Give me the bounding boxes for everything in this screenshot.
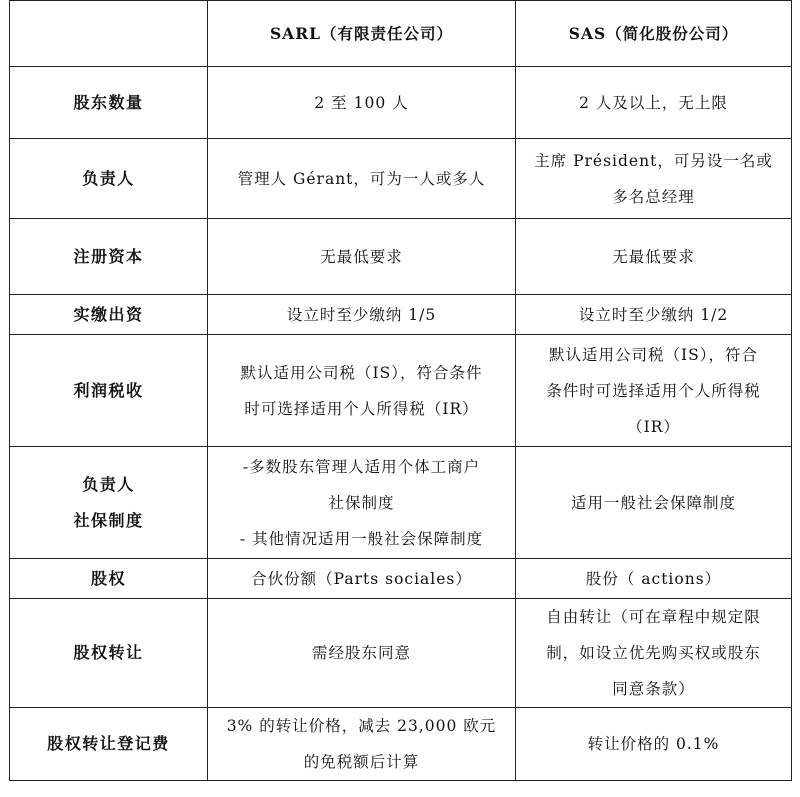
cell-text-line: 无最低要求 [612,247,695,266]
cell-text-line: 设立时至少缴纳 1/2 [578,305,729,324]
sas-cell [516,708,792,781]
sas-cell [516,295,792,335]
row-label-cell [10,599,208,708]
sas-cell [516,335,792,447]
table-row [10,708,792,781]
cell-text-line: 主席 Président，可另设一名或 [534,151,773,170]
cell-text-line: 2 至 100 人 [314,93,409,112]
cell-text-line: 无最低要求 [320,247,403,266]
cell-text-line: 设立时至少缴纳 1/5 [286,305,437,324]
cell-text-line: 时可选择适用个人所得税（IR） [244,399,479,418]
sas-cell [516,447,792,559]
row-label-cell [10,67,208,139]
cell-text-line: 股份（ actions） [585,569,722,588]
cell-text-line: 社保制度 [73,510,144,530]
cell-text-line: 多名总经理 [612,187,695,206]
sas-cell [516,219,792,295]
cell-text-line: 合伙份额（Parts sociales） [251,569,472,588]
row-label-cell [10,447,208,559]
sarl-cell [208,447,516,559]
cell-text-line: 社保制度 [328,493,395,512]
cell-text-line: 转让价格的 0.1% [587,735,720,753]
table-row [10,295,792,335]
cell-text-line: 适用一般社会保障制度 [570,493,736,512]
cell-text-line: 实缴出资 [73,304,144,324]
table-row [10,559,792,599]
table-row [10,219,792,295]
cell-text-line: 的免税额后计算 [303,753,420,771]
cell-text-line: 2 人及以上，无上限 [579,93,728,112]
cell-text-line: - 其他情况适用一般社会保障制度 [239,529,484,548]
row-label-cell [10,335,208,447]
sarl-cell [208,295,516,335]
cell-text-line: 股权转让 [73,643,144,662]
row-label-cell [10,708,208,781]
cell-text-line: 3% 的转让价格，减去 23,000 欧元 [226,717,497,735]
table-row [10,447,792,559]
sarl-cell [208,139,516,219]
cell-text-line: 负责人 [82,474,135,494]
cell-text-line: （IR） [627,417,680,436]
cell-text-line: 需经股东同意 [311,644,411,662]
cell-text-line: 默认适用公司税（IS），符合 [549,345,758,364]
cell-text-line: 股权转让登记费 [47,734,170,753]
row-label-cell [10,295,208,335]
cell-text-line: 同意条款） [612,680,695,698]
sarl-cell [208,67,516,139]
cell-text-line: 制，如设立优先购买权或股东 [546,644,761,662]
cell-text-line: 股东数量 [73,92,144,112]
table-row [10,67,792,139]
header-sarl: SARL（有限责任公司） [208,1,516,67]
row-label-cell [10,139,208,219]
sarl-cell [208,599,516,708]
row-label-cell [10,559,208,599]
header-empty-cell [10,1,208,67]
sarl-cell [208,335,516,447]
cell-text-line: 管理人 Gérant，可为一人或多人 [237,169,486,188]
cell-text-line: 负责人 [82,168,135,188]
comparison-table [9,0,792,781]
table-row [10,139,792,219]
cell-text-line: 条件时可选择适用个人所得税 [546,381,761,400]
sarl-cell [208,708,516,781]
table-body [10,67,792,781]
header-sas: SAS（简化股份公司） [516,1,792,67]
header-row [10,1,792,67]
table-row [10,599,792,708]
sarl-cell [208,559,516,599]
cell-text-line: 自由转让（可在章程中规定限 [546,608,761,626]
cell-text-line: 默认适用公司税（IS），符合条件 [240,363,483,382]
sas-cell [516,139,792,219]
row-label-cell [10,219,208,295]
sas-cell [516,67,792,139]
cell-text-line: 利润税收 [73,380,144,400]
sas-cell [516,599,792,708]
sas-cell [516,559,792,599]
cell-text-line: 股权 [90,568,126,588]
cell-text-line: 注册资本 [73,246,144,266]
table-row [10,335,792,447]
cell-text-line: -多数股东管理人适用个体工商户 [242,457,481,476]
sarl-cell [208,219,516,295]
